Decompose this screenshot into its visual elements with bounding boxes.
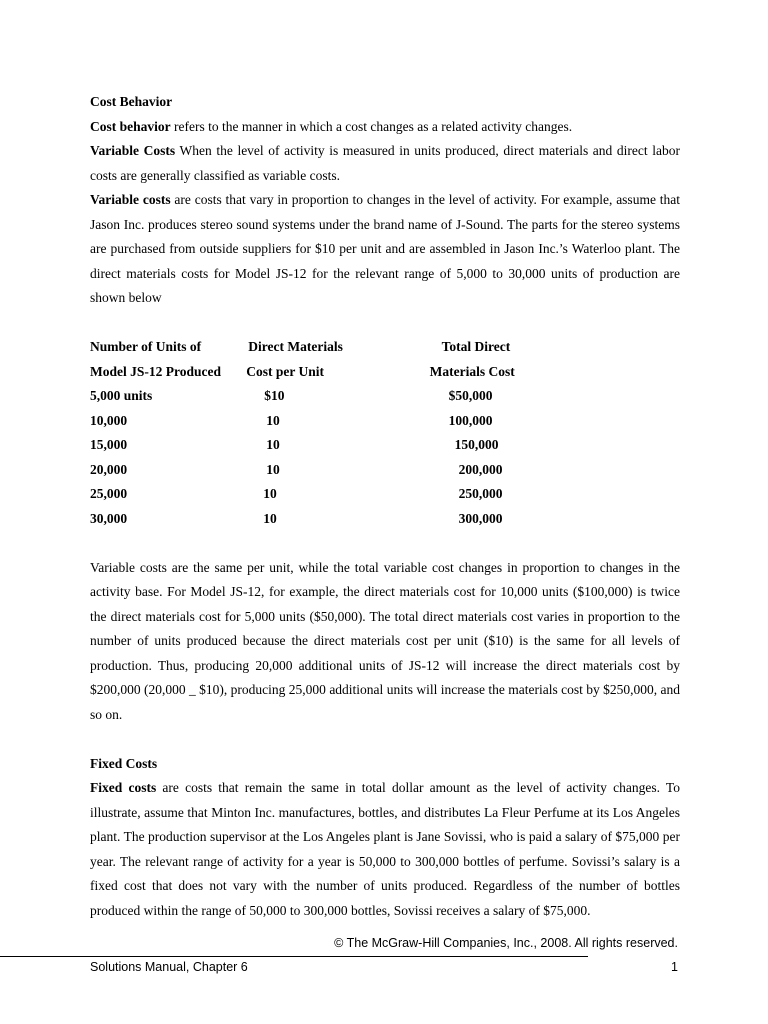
direct-materials-table bbox=[90, 335, 560, 531]
term: Variable Costs bbox=[90, 143, 176, 158]
header-cell: Cost per Unit bbox=[246, 363, 325, 379]
header-cell: Number of Units of bbox=[90, 339, 202, 354]
term: Cost behavior bbox=[90, 118, 171, 134]
term: Fixed costs bbox=[90, 780, 157, 795]
table-row: 20,000 10 200,000 bbox=[90, 461, 503, 477]
header-cell: Total Direct bbox=[441, 339, 511, 354]
table-header-row bbox=[90, 335, 560, 360]
footer-divider bbox=[0, 956, 588, 957]
table-row: 15,000 10 150,000 bbox=[90, 437, 499, 452]
header-cell: Materials Cost bbox=[429, 363, 515, 379]
paragraph-variable-costs-example: Variable costs are costs that vary in proportion to changes in the level of activity. For example, assume that Jason Inc. produces stereo sound systems under the brand name of J-Sound. The parts for the stereo systems are purchased from outside suppliers for $10 per unit and are assembled in Jason Inc.’s Waterloo plant. The direct materials costs for Model JS-12 for the relevant range of 5,000 to 30,000 units of production are shown below bbox=[90, 192, 680, 305]
header-cell: Model JS-12 Produced bbox=[90, 363, 221, 379]
section-heading-cost-behavior: Cost Behavior bbox=[90, 94, 173, 109]
table-header-row bbox=[90, 360, 560, 385]
copyright-notice: © The McGraw-Hill Companies, Inc., 2008. All rights reserved. bbox=[334, 936, 678, 950]
term: Variable costs bbox=[90, 192, 171, 207]
table-row: 5,000 units $10 $50,000 bbox=[90, 388, 493, 403]
section-heading-fixed-costs: Fixed Costs bbox=[90, 755, 158, 771]
paragraph-variable-costs-intro: Variable Costs When the level of activity is measured in units produced, direct materials and direct labor costs are generally classified as variable costs. bbox=[90, 143, 680, 183]
paragraph-cost-behavior-definition: Cost behavior refers to the manner in which a cost changes as a related activity changes. bbox=[90, 118, 573, 134]
paragraph-fixed-costs: Fixed costs are costs that remain the same in total dollar amount as the level of activity changes. To illustrate, assume that Minton Inc. manufactures, bottles, and distributes La Fleur Perfume at its Los Angeles plant. The production supervisor at the Los Angeles plant is Jane Sovissi, who is paid a salary of $75,000 per year. The relevant range of activity for a year is 50,000 to 300,000 bottles of perfume. Sovissi’s salary is a fixed cost that does not vary with the number of units produced. Regardless of the number of bottles produced within the range of 50,000 to 300,000 bottles, Sovissi receives a salary of $75,000. bbox=[90, 780, 680, 918]
table-row: 25,000 10 250,000 bbox=[90, 486, 503, 501]
document-body bbox=[90, 90, 680, 923]
page-number: 1 bbox=[671, 960, 678, 974]
table-row: 10,000 10 100,000 bbox=[90, 412, 493, 428]
header-cell: Direct Materials bbox=[248, 339, 343, 354]
table-row: 30,000 10 300,000 bbox=[90, 510, 503, 526]
paragraph-variable-costs-explanation: Variable costs are the same per unit, while the total variable cost changes in proportion to changes in the activity base. For Model JS-12, for example, the direct materials cost for 10,000 units ($100,000) is twice the direct materials cost for 5,000 units ($50,000). The total direct materials cost varies in proportion to the number of units produced because the direct materials cost per unit ($10) is the same for all levels of production. Thus, producing 20,000 additional units of JS-12 will increase the direct materials cost by $200,000 (20,000 _ $10), producing 25,000 additional units will increase the materials cost by $250,000, and so on. bbox=[90, 559, 680, 722]
footer-chapter-label: Solutions Manual, Chapter 6 bbox=[90, 960, 248, 974]
